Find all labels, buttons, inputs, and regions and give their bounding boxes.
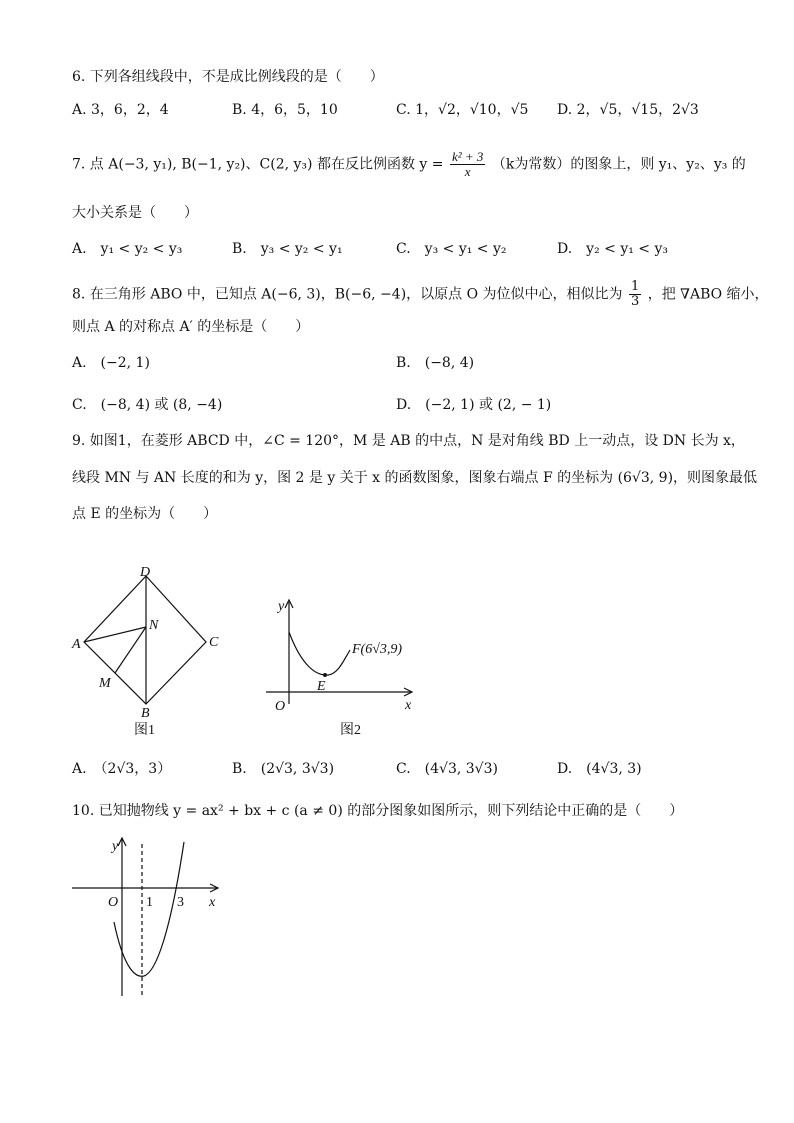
fig2-label-e: E: [317, 679, 326, 694]
q6-option-c: C. 1，√2，√10，√5: [396, 102, 529, 118]
fig2-label-o: O: [275, 699, 286, 714]
q9-option-a: A. （2√3，3）: [72, 761, 172, 777]
q7-option-a: A. y₁ < y₂ < y₃: [72, 241, 183, 257]
q7-option-b: B. y₃ < y₂ < y₁: [232, 241, 343, 257]
q10-label-y: y: [112, 839, 119, 854]
q8-stem-part2: ，把 ∇ABO 缩小，: [647, 286, 769, 303]
q10-figure: [66, 830, 236, 1002]
label-b: B: [141, 706, 150, 721]
q7-stem-line2: 大小关系是（ ）: [72, 205, 198, 221]
q8-stem-line1: [72, 280, 769, 309]
label-m: M: [99, 676, 111, 691]
fig2-label-x: x: [405, 698, 412, 713]
label-d: D: [140, 565, 151, 580]
q7-stem-part2: （k为常数）的图象上，则 y₁、y₂、y₃ 的: [491, 156, 746, 173]
fig1-caption: 图1: [134, 723, 155, 738]
curve-y-of-x: [289, 632, 350, 675]
q7-option-c: C. y₃ < y₁ < y₂: [396, 241, 507, 257]
q9-option-d: D. (4√3, 3): [557, 761, 642, 777]
q7-stem-part1: 7. 点 A(−3, y₁), B(−1, y₂)、C(2, y₃) 都在反比例函数 y =: [72, 156, 444, 173]
q8-fraction: [629, 280, 641, 309]
q8-option-c: C. (−8, 4) 或 (8, −4): [72, 397, 223, 413]
q7-fraction: [450, 150, 485, 179]
q6-stem: 6. 下列各组线段中，不是成比例线段的是（ ）: [72, 69, 384, 85]
q7-stem-line1: [72, 150, 746, 179]
fig2-caption: 图2: [340, 723, 361, 738]
q6-option-d: D. 2，√5，√15，2√3: [557, 102, 699, 118]
point-e: [323, 673, 327, 677]
label-c: C: [209, 635, 219, 650]
q8-frac-numerator: 1: [631, 279, 640, 294]
q8-stem-line2: 则点 A 的对称点 A′ 的坐标是（ ）: [72, 319, 310, 335]
q10-label-x: x: [209, 895, 216, 910]
label-a: A: [72, 637, 81, 652]
q8-frac-denominator: 3: [631, 294, 640, 309]
q7-frac-numerator: k² + 3: [451, 149, 484, 164]
q6-option-a: A. 3，6，2，4: [72, 102, 169, 118]
q10-label-1: 1: [146, 895, 153, 910]
fig2-label-y: y: [278, 599, 285, 614]
q9-stem-line2: 线段 MN 与 AN 长度的和为 y，图 2 是 y 关于 x 的函数图象，图象右端点 F 的坐标为 (6√3, 9)，则图象最低: [72, 470, 758, 486]
q8-option-a: A. (−2, 1): [72, 355, 150, 371]
q9-stem-line1: 9. 如图1，在菱形 ABCD 中，∠C = 120°，M 是 AB 的中点，N 是对角线 BD 上一动点，设 DN 长为 x，: [72, 433, 745, 449]
q10-stem: 10. 已知抛物线 y = ax² + bx + c (a ≠ 0) 的部分图象如图所示，则下列结论中正确的是（ ）: [72, 803, 684, 819]
q10-label-3: 3: [177, 895, 184, 910]
q9-option-c: C. (4√3, 3√3): [396, 761, 498, 777]
q8-option-d: D. (−2, 1) 或 (2, − 1): [396, 397, 552, 413]
q9-figure1: [66, 564, 226, 740]
fig2-label-f: F(6√3,9): [352, 642, 403, 657]
q9-option-b: B. (2√3, 3√3): [232, 761, 335, 777]
q8-option-b: B. (−8, 4): [396, 355, 475, 371]
label-n: N: [149, 618, 159, 633]
q6-option-b: B. 4，6，5，10: [232, 102, 338, 118]
q10-label-o: O: [108, 895, 119, 910]
q9-figure2: [262, 592, 432, 742]
q9-stem-line3: 点 E 的坐标为（ ）: [72, 506, 218, 522]
q7-option-d: D. y₂ < y₁ < y₃: [557, 241, 669, 257]
q8-stem-part1: 8. 在三角形 ABO 中，已知点 A(−6, 3)，B(−6, −4)，以原点 O 为位似中心，相似比为: [72, 286, 623, 303]
q7-frac-denominator: x: [464, 164, 471, 179]
